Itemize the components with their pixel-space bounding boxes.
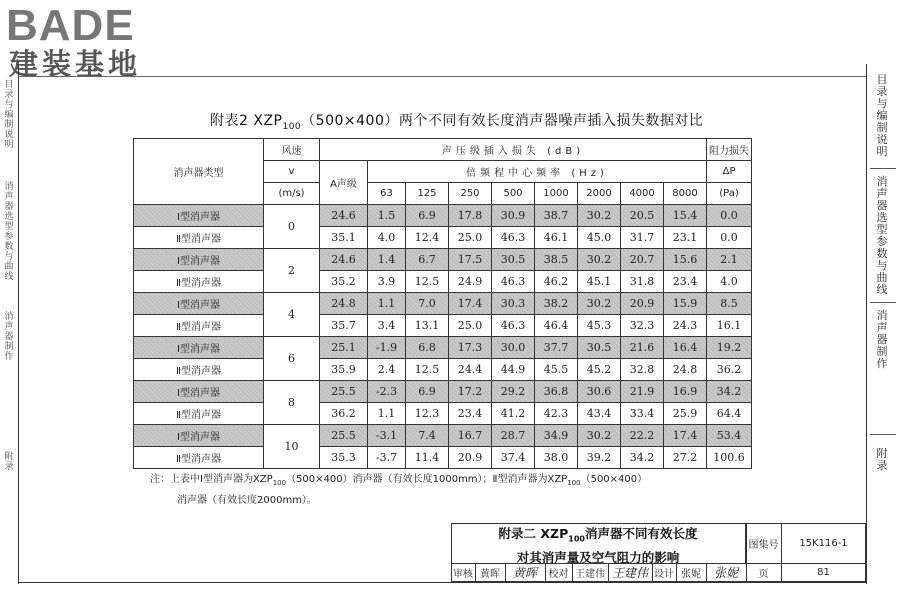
header-freq: 8000 (664, 183, 707, 205)
frequency-loss-cell: 3.9 (368, 271, 406, 293)
header-insertion-loss: 声压级插入损失 (dB) (320, 139, 707, 161)
frequency-loss-cell: 7.0 (406, 293, 449, 315)
header-freq: 63 (368, 183, 406, 205)
frequency-loss-cell: 21.6 (621, 337, 664, 359)
muffler-type-cell: Ⅰ型消声器 (134, 205, 264, 227)
frequency-loss-cell: 28.7 (492, 425, 535, 447)
note-text: （500×400）消声器（有效长度1000mm）；Ⅱ型消声器为XZP (286, 474, 568, 485)
frequency-loss-cell: 30.2 (578, 205, 621, 227)
frequency-loss-cell: 15.9 (664, 293, 707, 315)
frequency-loss-cell: 23.4 (449, 403, 492, 425)
a-level-cell: 35.7 (320, 315, 368, 337)
frequency-loss-cell: 43.4 (578, 403, 621, 425)
frequency-loss-cell: 20.5 (621, 205, 664, 227)
table-title-prefix: 附表2 XZP (210, 113, 283, 129)
frequency-loss-cell: 34.9 (535, 425, 578, 447)
wind-speed-cell: 2 (264, 249, 320, 293)
header-freq: 500 (492, 183, 535, 205)
frequency-loss-cell: 45.3 (578, 315, 621, 337)
frequency-loss-cell: 17.8 (449, 205, 492, 227)
table-row (134, 293, 752, 315)
right-tab-appendix[interactable]: 附录 (876, 447, 888, 472)
table-row (134, 403, 752, 425)
frequency-loss-cell: 1.1 (368, 293, 406, 315)
pressure-loss-cell: 34.2 (707, 381, 752, 403)
frequency-loss-cell: 44.9 (492, 359, 535, 381)
frequency-loss-cell: 30.2 (578, 293, 621, 315)
frequency-loss-cell: 25.0 (449, 227, 492, 249)
note-subscript: 100 (567, 479, 581, 487)
frequency-loss-cell: 12.5 (406, 359, 449, 381)
left-tab-fabrication[interactable]: 消声器制作 (4, 312, 14, 362)
pressure-loss-cell: 16.1 (707, 315, 752, 337)
frequency-loss-cell: 36.8 (535, 381, 578, 403)
table-row (134, 337, 752, 359)
pressure-loss-cell: 19.2 (707, 337, 752, 359)
page-label: 页 (758, 569, 769, 580)
wind-speed-cell: 10 (264, 425, 320, 469)
header-wind-unit: (m/s) (264, 183, 320, 205)
pressure-loss-cell: 8.5 (707, 293, 752, 315)
logo-brand: BADE (6, 1, 135, 50)
a-level-cell: 24.6 (320, 249, 368, 271)
pressure-loss-cell: 53.4 (707, 425, 752, 447)
atlas-label: 图集号 (748, 539, 779, 551)
logo (6, 1, 181, 81)
design-signature (706, 563, 746, 582)
frequency-loss-cell: 32.8 (621, 359, 664, 381)
frequency-loss-cell: 31.8 (621, 271, 664, 293)
drawing-title (451, 523, 746, 563)
note-text: （500×400） (580, 474, 648, 485)
pressure-loss-cell: 0.0 (707, 205, 752, 227)
frequency-loss-cell: 34.2 (621, 447, 664, 469)
review-label: 审核 (453, 569, 473, 580)
header-resistance-unit: (Pa) (707, 183, 752, 205)
frequency-loss-cell: 6.9 (406, 381, 449, 403)
insertion-loss-table (133, 138, 752, 469)
frame-right-border (866, 64, 867, 584)
frequency-loss-cell: 30.2 (578, 425, 621, 447)
frequency-loss-cell: 20.7 (621, 249, 664, 271)
left-tab-appendix[interactable]: 附录 (4, 452, 14, 472)
note-line-1 (150, 471, 647, 492)
frequency-loss-cell: -2.3 (368, 381, 406, 403)
table-row (134, 315, 752, 337)
header-octave-band: 倍频程中心频率 (Hz) (368, 161, 707, 183)
check-label: 校对 (548, 569, 569, 580)
check-name: 王建伟 (575, 569, 605, 580)
frequency-loss-cell: 46.3 (492, 315, 535, 337)
frequency-loss-cell: 45.2 (578, 359, 621, 381)
design-name: 张妮 (681, 569, 701, 580)
left-tab-selection[interactable]: 消声器选型参数与曲线 (4, 182, 14, 282)
note-text: 注：上表中Ⅰ型消声器为XZP (150, 474, 273, 485)
frequency-loss-cell: 17.3 (449, 337, 492, 359)
frequency-loss-cell: 24.3 (664, 315, 707, 337)
frequency-loss-cell: 12.5 (406, 271, 449, 293)
frequency-loss-cell: 30.5 (492, 249, 535, 271)
drawing-title-text: 消声器不同有效长度 (584, 526, 698, 541)
frequency-loss-cell: 46.3 (492, 227, 535, 249)
table-row (134, 425, 752, 447)
review-signature-text: 黄晖 (512, 566, 537, 580)
frequency-loss-cell: 17.2 (449, 381, 492, 403)
frequency-loss-cell: 16.4 (664, 337, 707, 359)
a-level-cell: 35.3 (320, 447, 368, 469)
frequency-loss-cell: 37.7 (535, 337, 578, 359)
frequency-loss-cell: 25.9 (664, 403, 707, 425)
wind-speed-cell: 6 (264, 337, 320, 381)
frequency-loss-cell: 20.9 (621, 293, 664, 315)
frequency-loss-cell: 25.0 (449, 315, 492, 337)
table-row (134, 381, 752, 403)
frame-bottom-border (18, 582, 866, 583)
frequency-loss-cell: 42.3 (535, 403, 578, 425)
frequency-loss-cell: 12.3 (406, 403, 449, 425)
a-level-cell: 24.6 (320, 205, 368, 227)
frequency-loss-cell: 32.3 (621, 315, 664, 337)
frequency-loss-cell: 1.1 (368, 403, 406, 425)
frequency-loss-cell: 30.2 (578, 249, 621, 271)
frequency-loss-cell: 2.4 (368, 359, 406, 381)
frequency-loss-cell: 7.4 (406, 425, 449, 447)
muffler-type-cell: Ⅱ型消声器 (134, 271, 264, 293)
frequency-loss-cell: 38.0 (535, 447, 578, 469)
pressure-loss-cell: 64.4 (707, 403, 752, 425)
header-resistance: 阻力损失 (707, 139, 752, 161)
a-level-cell: 35.9 (320, 359, 368, 381)
review-signature (505, 563, 545, 582)
frequency-loss-cell: 29.2 (492, 381, 535, 403)
header-resistance-symbol: ΔP (707, 161, 752, 183)
frequency-loss-cell: 6.7 (406, 249, 449, 271)
table-row (134, 271, 752, 293)
frequency-loss-cell: 41.2 (492, 403, 535, 425)
a-level-cell: 35.1 (320, 227, 368, 249)
header-wind-speed: 风速 (264, 139, 320, 161)
frequency-loss-cell: 3.4 (368, 315, 406, 337)
frequency-loss-cell: 17.4 (449, 293, 492, 315)
frequency-loss-cell: 22.2 (621, 425, 664, 447)
left-tab-contents[interactable]: 目录与编制说明 (4, 80, 14, 150)
table-title-suffix: （500×400）两个不同有效长度消声器噪声插入损失数据对比 (301, 113, 704, 129)
frequency-loss-cell: 16.7 (449, 425, 492, 447)
frequency-loss-cell: 27.2 (664, 447, 707, 469)
note-subscript: 100 (272, 479, 287, 487)
drawing-title-text: 附录二 XZP (498, 526, 569, 541)
frequency-loss-cell: 46.1 (535, 227, 578, 249)
frequency-loss-cell: 11.4 (406, 447, 449, 469)
frequency-loss-cell: -3.7 (368, 447, 406, 469)
frequency-loss-cell: 17.4 (664, 425, 707, 447)
frequency-loss-cell: 15.4 (664, 205, 707, 227)
a-level-cell: 25.1 (320, 337, 368, 359)
table-title (210, 110, 703, 132)
frequency-loss-cell: 38.7 (535, 205, 578, 227)
frequency-loss-cell: 13.1 (406, 315, 449, 337)
frequency-loss-cell: 45.1 (578, 271, 621, 293)
frequency-loss-cell: 1.5 (368, 205, 406, 227)
header-a-level: A声级 (320, 161, 368, 205)
frequency-loss-cell: 15.6 (664, 249, 707, 271)
drawing-title-line-2: 对其消声量及空气阻力的影响 (516, 549, 680, 565)
header-wind-symbol: v (264, 161, 320, 183)
design-signature-text: 张妮 (713, 566, 738, 580)
pressure-loss-cell: 100.6 (707, 447, 752, 469)
frequency-loss-cell: 17.5 (449, 249, 492, 271)
right-tab-selection[interactable]: 消声器选型参数与曲线 (876, 175, 888, 296)
right-tab-fabrication[interactable]: 消声器制作 (876, 309, 888, 370)
right-tab-divider (870, 302, 896, 303)
a-level-cell: 36.2 (320, 403, 368, 425)
muffler-type-cell: Ⅱ型消声器 (134, 227, 264, 249)
frequency-loss-cell: 45.5 (535, 359, 578, 381)
frequency-loss-cell: 12.4 (406, 227, 449, 249)
table-body (134, 205, 752, 469)
atlas-number: 15K116-1 (799, 537, 848, 549)
right-tab-contents[interactable]: 目录与编制说明 (876, 73, 888, 158)
table-row (134, 227, 752, 249)
frame-left-border (18, 64, 19, 584)
check-signature-text: 王建伟 (611, 566, 648, 580)
frequency-loss-cell: 46.2 (535, 271, 578, 293)
frequency-loss-cell: 6.8 (406, 337, 449, 359)
header-freq: 4000 (621, 183, 664, 205)
frequency-loss-cell: 38.5 (535, 249, 578, 271)
frequency-loss-cell: 46.3 (492, 271, 535, 293)
frequency-loss-cell: 24.4 (449, 359, 492, 381)
a-level-cell: 24.8 (320, 293, 368, 315)
muffler-type-cell: Ⅰ型消声器 (134, 293, 264, 315)
a-level-cell: 35.2 (320, 271, 368, 293)
muffler-type-cell: Ⅱ型消声器 (134, 359, 264, 381)
wind-speed-cell: 8 (264, 381, 320, 425)
table-row (134, 359, 752, 381)
table-title-subscript: 100 (282, 121, 302, 132)
frequency-loss-cell: 38.2 (535, 293, 578, 315)
frequency-loss-cell: 23.1 (664, 227, 707, 249)
header-freq: 2000 (578, 183, 621, 205)
frequency-loss-cell: 31.7 (621, 227, 664, 249)
frequency-loss-cell: 30.5 (578, 337, 621, 359)
frequency-loss-cell: 1.4 (368, 249, 406, 271)
frequency-loss-cell: 16.9 (664, 381, 707, 403)
muffler-type-cell: Ⅱ型消声器 (134, 315, 264, 337)
frequency-loss-cell: -1.9 (368, 337, 406, 359)
header-type: 消声器类型 (134, 139, 264, 205)
frequency-loss-cell: 24.9 (449, 271, 492, 293)
frequency-loss-cell: 30.6 (578, 381, 621, 403)
a-level-cell: 25.5 (320, 381, 368, 403)
page-number: 81 (817, 567, 830, 578)
wind-speed-cell: 0 (264, 205, 320, 249)
review-name: 黄晖 (480, 569, 500, 580)
frequency-loss-cell: 30.3 (492, 293, 535, 315)
logo-subtitle: 建装基地 (9, 47, 142, 81)
table-row (134, 447, 752, 469)
frequency-loss-cell: 33.4 (621, 403, 664, 425)
frequency-loss-cell: 24.8 (664, 359, 707, 381)
pressure-loss-cell: 0.0 (707, 227, 752, 249)
muffler-type-cell: Ⅰ型消声器 (134, 249, 264, 271)
frequency-loss-cell: 21.9 (621, 381, 664, 403)
frequency-loss-cell: 23.4 (664, 271, 707, 293)
frequency-loss-cell: 45.0 (578, 227, 621, 249)
header-freq: 250 (449, 183, 492, 205)
drawing-title-subscript: 100 (568, 534, 585, 544)
frequency-loss-cell: 30.0 (492, 337, 535, 359)
table-row (134, 249, 752, 271)
pressure-loss-cell: 36.2 (707, 359, 752, 381)
right-tab-divider (870, 168, 896, 169)
header-freq: 1000 (535, 183, 578, 205)
frequency-loss-cell: 20.9 (449, 447, 492, 469)
frequency-loss-cell: 39.2 (578, 447, 621, 469)
frequency-loss-cell: 46.4 (535, 315, 578, 337)
header-freq: 125 (406, 183, 449, 205)
frequency-loss-cell: 6.9 (406, 205, 449, 227)
right-tab-divider (870, 434, 896, 435)
a-level-cell: 25.5 (320, 425, 368, 447)
wind-speed-cell: 4 (264, 293, 320, 337)
frame-top-border (18, 76, 866, 77)
frequency-loss-cell: -3.1 (368, 425, 406, 447)
muffler-type-cell: Ⅰ型消声器 (134, 425, 264, 447)
muffler-type-cell: Ⅱ型消声器 (134, 403, 264, 425)
note-line-2: 消声器（有效长度2000mm）。 (177, 495, 317, 506)
frequency-loss-cell: 4.0 (368, 227, 406, 249)
pressure-loss-cell: 4.0 (707, 271, 752, 293)
frequency-loss-cell: 30.9 (492, 205, 535, 227)
pressure-loss-cell: 2.1 (707, 249, 752, 271)
muffler-type-cell: Ⅱ型消声器 (134, 447, 264, 469)
muffler-type-cell: Ⅰ型消声器 (134, 337, 264, 359)
drawing-title-line-1 (451, 525, 745, 549)
design-label: 设计 (654, 569, 674, 580)
table-note (150, 471, 647, 509)
check-signature (608, 563, 652, 582)
muffler-type-cell: Ⅰ型消声器 (134, 381, 264, 403)
table-row (134, 205, 752, 227)
frequency-loss-cell: 37.4 (492, 447, 535, 469)
